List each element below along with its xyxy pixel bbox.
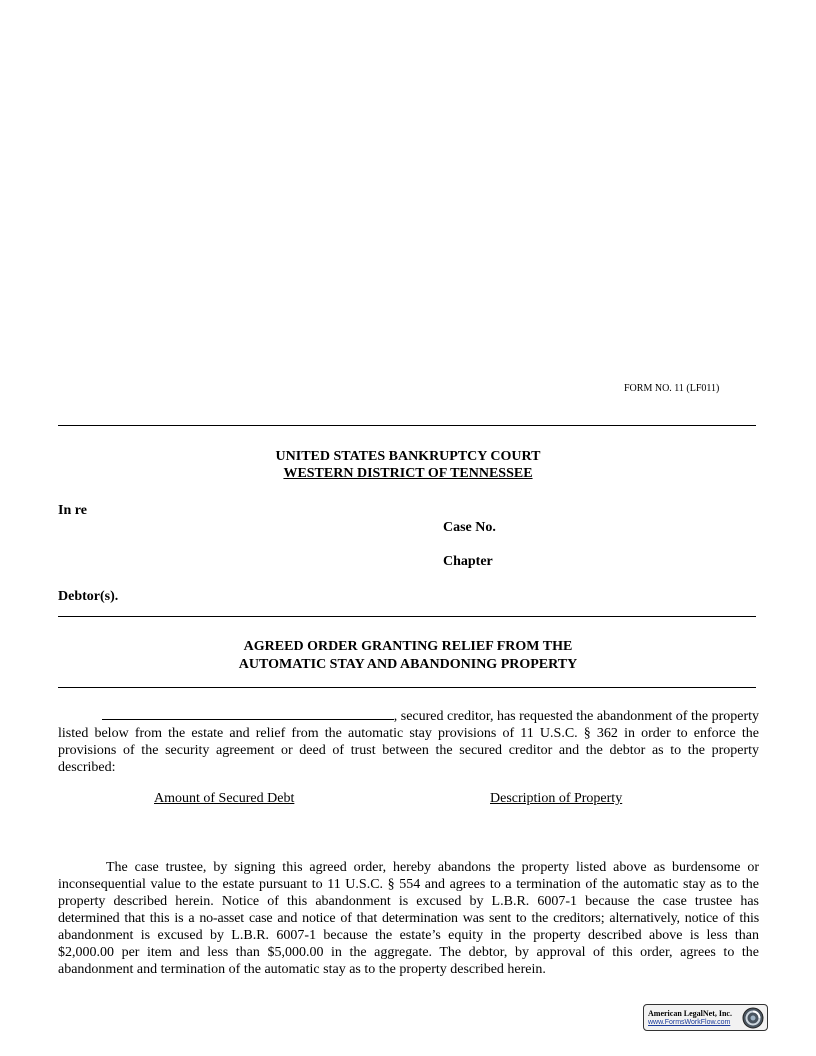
- in-re-label: In re: [58, 503, 87, 518]
- divider: [58, 616, 756, 617]
- debtors-label: Debtor(s).: [58, 589, 119, 604]
- abandonment-line: determined that this is a no-asset case and notice of that determination was sent to the creditors; alternatively, notice of this: [58, 911, 759, 926]
- creditor-suffix-text: , secured creditor, has requested the abandonment of the property: [393, 709, 759, 724]
- case-no-label: Case No.: [443, 520, 496, 535]
- description-property-header: Description of Property: [490, 791, 623, 806]
- paragraph-request-line1: [58, 707, 759, 725]
- forms-workflow-badge[interactable]: [643, 1004, 768, 1031]
- abandonment-line: $2,000.00 per item and less than $5,000.00 in the aggregate. The debtor, by approval of this order, agrees to the: [58, 945, 759, 960]
- paragraph-request: [58, 707, 759, 776]
- globe-icon: [742, 1007, 764, 1029]
- abandonment-line: property described herein. Notice of this abandonment is excused by L.B.R. 6007-1 because the case trustee has: [58, 894, 759, 909]
- paragraph-request-line2: listed below from the estate and relief from the automatic stay provisions of 11 U.S.C. § 362 in order to enforce the: [58, 726, 759, 741]
- amount-secured-debt-header: Amount of Secured Debt: [154, 791, 295, 806]
- court-district-wrapper: [0, 466, 816, 482]
- divider: [58, 687, 756, 688]
- paragraph-request-line3: provisions of the security agreement or deed of trust between the secured creditor and the debtor as to the property: [58, 743, 759, 758]
- creditor-name-blank[interactable]: [102, 707, 394, 720]
- badge-company: American LegalNet, Inc.: [648, 1009, 732, 1018]
- form-number: FORM NO. 11 (LF011): [624, 383, 720, 394]
- paragraph-abandonment: [58, 859, 759, 978]
- chapter-label: Chapter: [443, 554, 493, 569]
- abandonment-line1-wrap: [58, 859, 759, 876]
- abandonment-line: inconsequential value to the estate pursuant to 11 U.S.C. § 554 and agrees to a termination of the automatic stay as to the: [58, 877, 759, 892]
- divider: [58, 425, 756, 426]
- order-title-line2: AUTOMATIC STAY AND ABANDONING PROPERTY: [238, 657, 578, 672]
- abandonment-line: abandonment is excused by L.B.R. 6007-1 because the estate’s equity in the property described above is less than: [58, 928, 759, 943]
- court-district: WESTERN DISTRICT OF TENNESSEE: [283, 466, 533, 481]
- badge-url[interactable]: www.FormsWorkFlow.com: [648, 1019, 731, 1026]
- abandonment-line: The case trustee, by signing this agreed order, hereby abandons the property listed above as burdensome or: [106, 860, 759, 875]
- abandonment-line: abandonment and termination of the automatic stay as to the property described herein.: [58, 962, 546, 977]
- order-title-line1: AGREED ORDER GRANTING RELIEF FROM THE: [243, 639, 573, 654]
- court-name: UNITED STATES BANKRUPTCY COURT: [275, 449, 541, 464]
- paragraph-request-line4: described:: [58, 760, 116, 775]
